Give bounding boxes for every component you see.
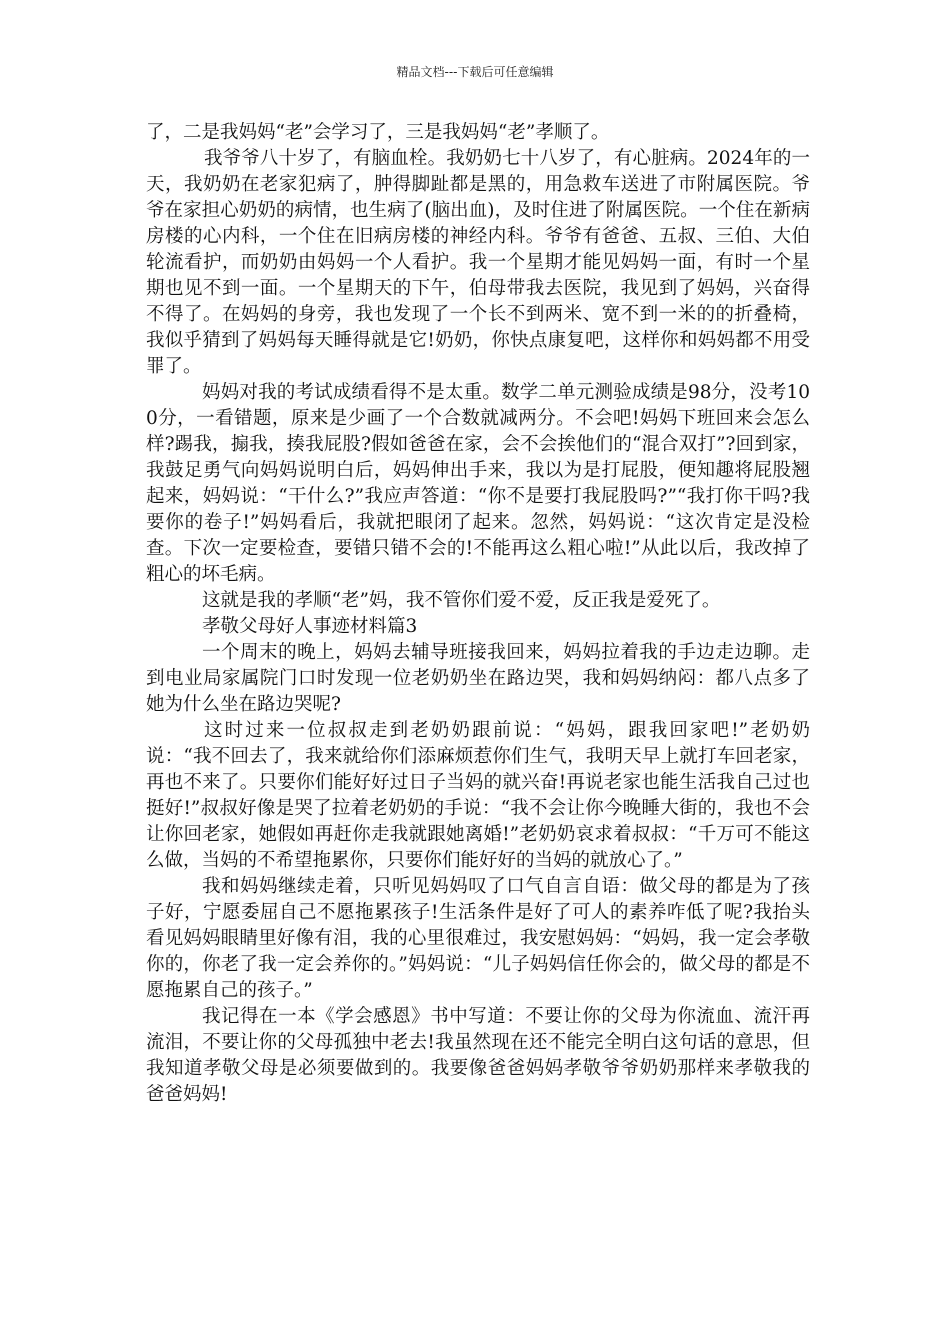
page-header: 精品文档---下载后可任意编辑 (396, 65, 554, 79)
paragraph-uncle-grandma: 这时过来一位叔叔走到老奶奶跟前说：“妈妈，跟我回家吧!”老奶奶说：“我不回去了，我来就给你们添麻烦惹你们生气，我明天早上就打车回老家，再也不来了。只要你们能好好过日子当妈的就兴奋!再说老家也能生活我自己过也挺好!”叔叔好像是哭了拉着老奶奶的手说：“我不会让你今晚睡大街的，我也不会让你回老家，她假如再赶你走我就跟她离婚!”老奶奶哀求着叔叔：“千万可不能这么做，当妈的不希望拖累你，只要你们能好好的当妈的就放心了。” (146, 720, 810, 871)
section-title: 孝敬父母好人事迹材料篇3 (202, 616, 418, 637)
paragraph-gratitude-book: 我记得在一本《学会感恩》书中写道：不要让你的父母为你流血、流汗再流泪，不要让你的父母孤独中老去!我虽然现在还不能完全明白这句话的意思，但我知道孝敬父母是必须要做到的。我要像爸爸妈妈孝敬爷爷奶奶那样来孝敬我的爸爸妈妈! (146, 1006, 810, 1105)
paragraph-weekend-evening: 一个周末的晚上，妈妈去辅导班接我回来，妈妈拉着我的手边走边聊。走到电业局家属院门口时发现一位老奶奶坐在路边哭，我和妈妈纳闷：都八点多了她为什么坐在路边哭呢? (146, 642, 810, 715)
document-body (146, 120, 810, 1108)
paragraph-exam: 妈妈对我的考试成绩看得不是太重。数学二单元测验成绩是98分，没考100分，一看错题，原来是少画了一个合数就减两分。不会吧!妈妈下班回来会怎么样?踢我，搧我，揍我屁股?假如爸爸在家，会不会挨他们的“混合双打”?回到家，我鼓足勇气向妈妈说明白后，妈妈伸出手来，我以为是打屁股，便知趣将屁股翘起来，妈妈说：“干什么?”我应声答道：“你不是要打我屁股吗?”“我打你干吗?我要你的卷子!”妈妈看后，我就把眼闭了起来。忽然，妈妈说：“这次肯定是没检查。下次一定要检查，要错只错不会的!不能再这么粗心啦!”从此以后，我改掉了粗心的坏毛病。 (146, 382, 810, 585)
paragraph-continuation: 了，二是我妈妈“老”会学习了，三是我妈妈“老”孝顺了。 (146, 122, 610, 143)
paragraph-mother-sigh: 我和妈妈继续走着，只听见妈妈叹了口气自言自语：做父母的都是为了孩子好，宁愿委屈自己不愿拖累孩子!生活条件是好了可人的素养咋低了呢?我抬头看见妈妈眼睛里好像有泪，我的心里很难过，我安慰妈妈：“妈妈，我一定会孝敬你的，你老了我一定会养你的。”妈妈说：“儿子妈妈信任你会的，做父母的都是不愿拖累自己的孩子。” (146, 876, 810, 1001)
paragraph-grandparents: 我爷爷八十岁了，有脑血栓。我奶奶七十八岁了，有心脏病。2024年的一天，我奶奶在老家犯病了，肿得脚趾都是黑的，用急救车送进了市附属医院。爷爷在家担心奶奶的病情，也生病了(脑出血)，及时住进了附属医院。一个住在新病房楼的心内科，一个住在旧病房楼的神经内科。爷爷有爸爸、五叔、三伯、大伯轮流看护，而奶奶由妈妈一个人看护。我一个星期才能见妈妈一面，有时一个星期也见不到一面。一个星期天的下午，伯母带我去医院，我见到了妈妈，兴奋得不得了。在妈妈的身旁，我也发现了一个长不到两米、宽不到一米的的折叠椅，我似乎猜到了妈妈每天睡得就是它!奶奶，你快点康复吧，这样你和妈妈都不用受罪了。 (146, 148, 810, 377)
paragraph-conclusion: 这就是我的孝顺“老”妈，我不管你们爱不爱，反正我是爱死了。 (202, 590, 721, 611)
